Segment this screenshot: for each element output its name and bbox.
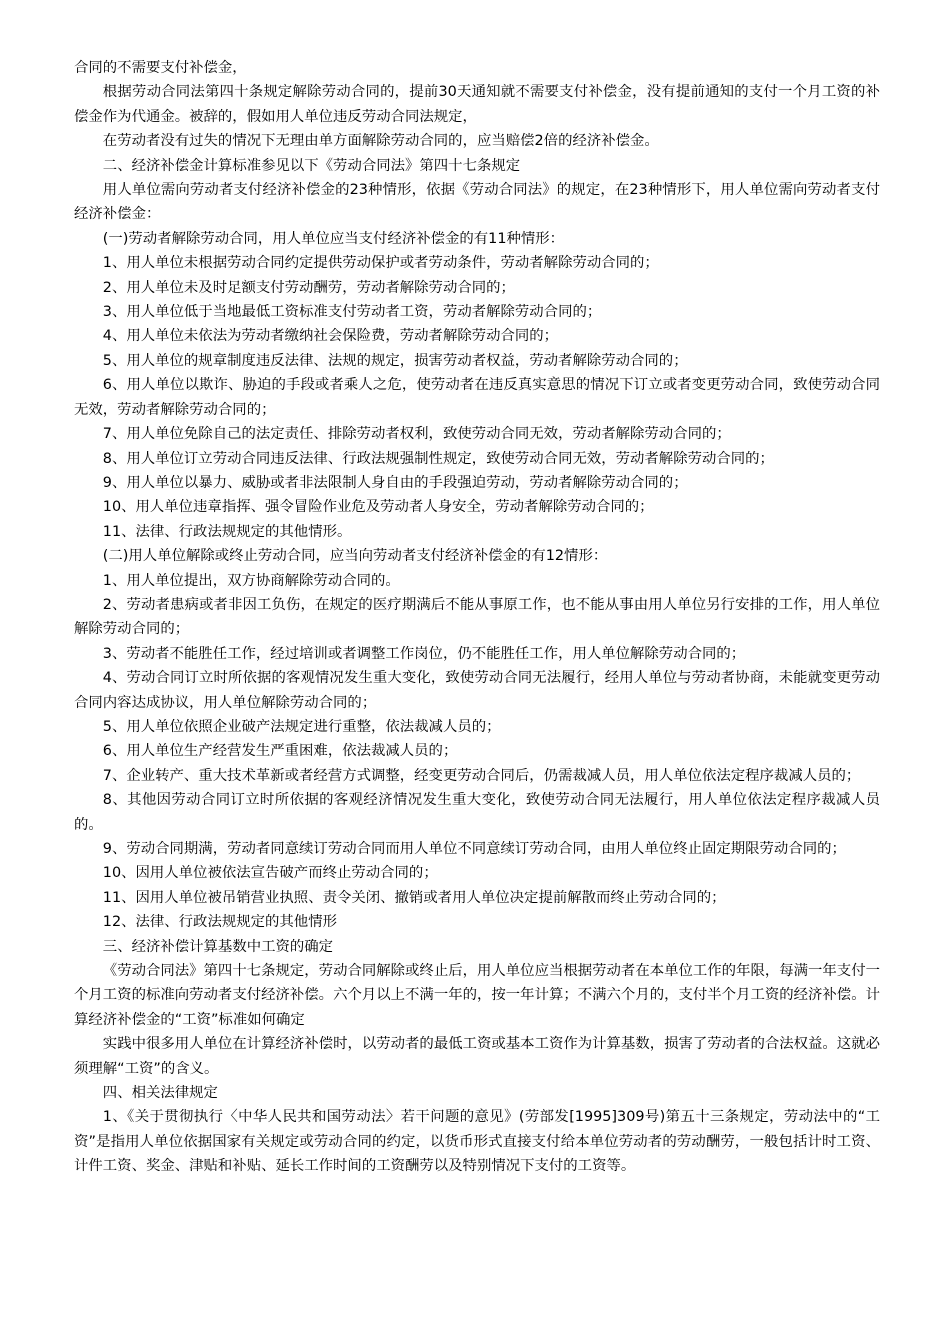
paragraph: 12、法律、行政法规规定的其他情形 (102, 914, 337, 931)
paragraph: 9、劳动合同期满，劳动者同意续订劳动合同而用人单位不同意续订劳动合同，由用人单位终止固定期限劳动合同的； (102, 841, 846, 857)
paragraph: 5、用人单位依照企业破产法规定进行重整，依法裁减人员的； (102, 718, 501, 735)
paragraph: 9、用人单位以暴力、威胁或者非法限制人身自由的手段强迫劳动，劳动者解除劳动合同的； (102, 474, 688, 491)
paragraph: 8、用人单位订立劳动合同违反法律、行政法规强制性规定，致使劳动合同无效，劳动者解除劳动合同的； (102, 450, 774, 467)
paragraph: 7、企业转产、重大技术革新或者经营方式调整，经变更劳动合同后，仍需裁减人员，用人单位依法定程序裁减人员的； (102, 767, 861, 784)
paragraph: 7、用人单位免除自己的法定责任、排除劳动者权利，致使劳动合同无效，劳动者解除劳动合同的； (102, 426, 731, 443)
paragraph: 合同的不需要支付补偿金， (74, 60, 247, 76)
paragraph: 6、用人单位以欺诈、胁迫的手段或者乘人之危，使劳动者在违反真实意思的情况下订立或者变更劳动合同，致使劳动合同无效，劳动者解除劳动合同的； (74, 377, 880, 418)
paragraph: 1、用人单位未根据劳动合同约定提供劳动保护或者劳动条件，劳动者解除劳动合同的； (102, 255, 659, 272)
paragraph: 10、因用人单位被依法宣告破产而终止劳动合同的； (102, 865, 438, 882)
paragraph: 1、《关于贯彻执行〈中华人民共和国劳动法〉若干问题的意见》(劳部发[1995]309号)第五十三条规定，劳动法中的“工资”是指用人单位依据国家有关规定或劳动合同的约定，以货币形式直接支付给本单位劳动者的劳动酬劳，一般包括计时工资、计件工资、奖金、津贴和补贴、延长工作时间的工资酬劳以及特别情况下支付的工资等。 (74, 1109, 880, 1175)
document-body (74, 56, 880, 1179)
paragraph: 4、劳动合同订立时所依据的客观情况发生重大变化，致使劳动合同无法履行，经用人单位与劳动者协商，未能就变更劳动合同内容达成协议，用人单位解除劳动合同的； (74, 670, 880, 711)
paragraph: 《劳动合同法》第四十七条规定，劳动合同解除或终止后，用人单位应当根据劳动者在本单位工作的年限，每满一年支付一个月工资的标准向劳动者支付经济补偿。六个月以上不满一年的，按一年计算；不满六个月的，支付半个月工资的经济补偿。计算经济补偿金的“工资”标准如何确定 (74, 963, 880, 1028)
paragraph: 4、用人单位未依法为劳动者缴纳社会保险费，劳动者解除劳动合同的； (102, 328, 559, 345)
paragraph: (一)劳动者解除劳动合同，用人单位应当支付经济补偿金的有11种情形： (102, 230, 565, 247)
paragraph: 6、用人单位生产经营发生严重困难，依法裁减人员的； (102, 743, 458, 760)
paragraph: 2、劳动者患病或者非因工负伤，在规定的医疗期满后不能从事原工作，也不能从事由用人单位另行安排的工作，用人单位解除劳动合同的； (74, 596, 880, 638)
paragraph: 用人单位需向劳动者支付经济补偿金的23种情形，依据《劳动合同法》的规定，在23种情形下，用人单位需向劳动者支付经济补偿金： (74, 182, 880, 223)
paragraph: 11、法律、行政法规规定的其他情形。 (102, 523, 352, 540)
paragraph: 5、用人单位的规章制度违反法律、法规的规定，损害劳动者权益，劳动者解除劳动合同的； (102, 352, 688, 369)
paragraph: 根据劳动合同法第四十条规定解除劳动合同的，提前30天通知就不需要支付补偿金，没有提前通知的支付一个月工资的补偿金作为代通金。被辞的，假如用人单位违反劳动合同法规定， (74, 84, 880, 125)
paragraph: 10、用人单位违章指挥、强令冒险作业危及劳动者人身安全，劳动者解除劳动合同的； (102, 499, 654, 516)
paragraph: 实践中很多用人单位在计算经济补偿时，以劳动者的最低工资或基本工资作为计算基数，损害了劳动者的合法权益。这就必须理解“工资”的含义。 (74, 1036, 880, 1077)
paragraph: 四、相关法律规定 (102, 1085, 218, 1102)
paragraph: 2、用人单位未及时足额支付劳动酬劳，劳动者解除劳动合同的； (102, 279, 515, 296)
paragraph: 二、经济补偿金计算标准参见以下《劳动合同法》第四十七条规定 (102, 157, 521, 174)
paragraph: 8、其他因劳动合同订立时所依据的客观经济情况发生重大变化，致使劳动合同无法履行，用人单位依法定程序裁减人员的。 (74, 792, 880, 833)
paragraph: 在劳动者没有过失的情况下无理由单方面解除劳动合同的，应当赔偿2倍的经济补偿金。 (102, 133, 659, 150)
paragraph: 三、经济补偿计算基数中工资的确定 (102, 938, 334, 955)
paragraph: (二)用人单位解除或终止劳动合同，应当向劳动者支付经济补偿金的有12情形： (102, 548, 608, 565)
paragraph: 3、劳动者不能胜任工作，经过培训或者调整工作岗位，仍不能胜任工作，用人单位解除劳动合同的； (102, 645, 746, 662)
paragraph: 1、用人单位提出，双方协商解除劳动合同的。 (102, 572, 400, 589)
paragraph: 11、因用人单位被吊销营业执照、责令关闭、撤销或者用人单位决定提前解散而终止劳动合同的； (102, 889, 726, 906)
paragraph: 3、用人单位低于当地最低工资标准支付劳动者工资，劳动者解除劳动合同的； (102, 304, 602, 321)
